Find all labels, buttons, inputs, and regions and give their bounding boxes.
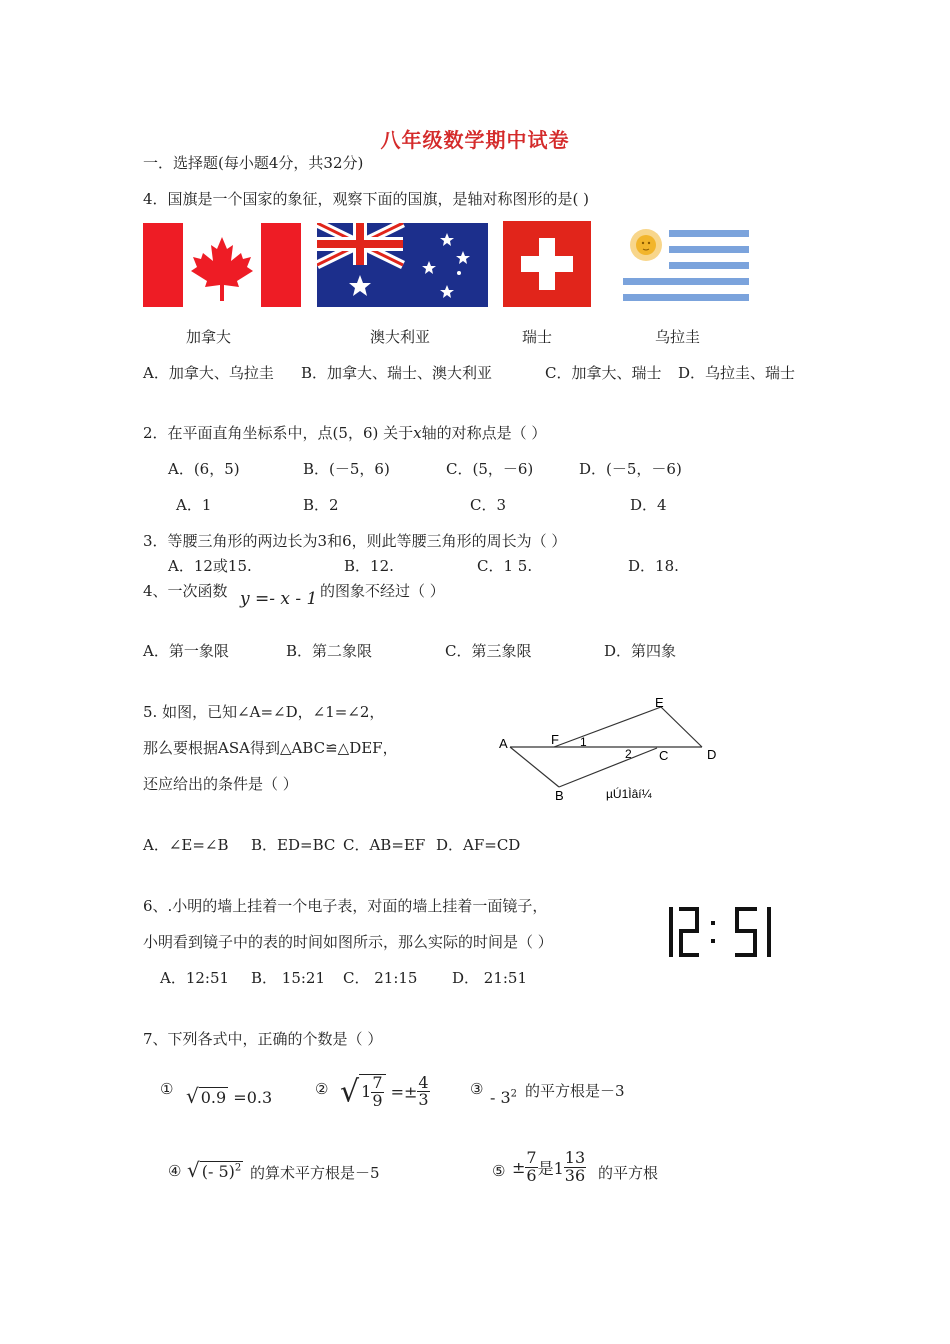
q6-line1: 6、.小明的墙上挂着一个电子表，对面的墙上挂着一面镜子， — [143, 897, 548, 915]
label-e: E — [655, 695, 664, 710]
q5-option-b: B．ED=BC — [251, 836, 336, 854]
q7-item-5-num2: 13 — [564, 1148, 586, 1167]
q7-item-4-expr — [187, 1158, 243, 1182]
flag-label-australia: 澳大利亚 — [370, 328, 431, 346]
australia-flag — [317, 223, 488, 307]
q5-option-d: D．AF=CD — [436, 836, 521, 854]
figure-caption: µÚ1Ìâí¼ — [606, 787, 652, 801]
q7-item-3-expr — [490, 1088, 517, 1107]
q4-option-d: D．第四象 — [604, 642, 677, 660]
q6-option-d: D． 21:51 — [452, 969, 528, 987]
q4-option-c: C．第三象限 — [445, 642, 532, 660]
q7-item-2-den: 9 — [372, 1090, 383, 1110]
q7-item-5-expr — [512, 1150, 586, 1185]
q5-geometry-figure — [494, 690, 724, 805]
q7-item-3-text: 的平方根是－3 — [525, 1082, 625, 1100]
q7-item-3-number: ③ — [470, 1080, 484, 1098]
q2-option-d: D．(－5，－6) — [579, 460, 682, 478]
q5-option-a: A．∠E=∠B — [143, 836, 229, 854]
mirror-clock-digits — [665, 905, 787, 959]
q2-stem-b: 轴的对称点是（ ） — [421, 424, 547, 442]
label-d: D — [707, 747, 717, 762]
q4-stem-b: 的图象不经过（ ） — [320, 582, 445, 600]
q7-item-3-exp: 2 — [510, 1088, 518, 1100]
q7-item-1-expr — [186, 1084, 272, 1108]
q7-item-4-exp: 2 — [234, 1162, 242, 1174]
q2-extra-option-a: A．1 — [176, 496, 212, 514]
flag-label-uruguay: 乌拉圭 — [655, 328, 701, 346]
q5-line3: 还应给出的条件是（ ） — [143, 775, 298, 793]
q1-stem: 4．国旗是一个国家的象征，观察下面的国旗，是轴对称图形的是( ) — [143, 190, 590, 208]
q7-stem: 7、下列各式中，正确的个数是（ ） — [143, 1030, 383, 1048]
q4-stem-a: 4、一次函数 — [143, 582, 228, 600]
q7-item-2-eq: =± — [390, 1082, 418, 1102]
q7-item-5-num: 7 — [526, 1148, 537, 1167]
q7-item-5-pm: ± — [512, 1157, 526, 1177]
q7-item-5-frac2 — [564, 1150, 586, 1185]
label-angle-1: 1 — [580, 735, 587, 749]
q4-option-a: A．第一象限 — [143, 642, 229, 660]
q3-option-c: C．1 5. — [477, 557, 533, 575]
q5-line1: 5. 如图，已知∠A=∠D，∠1=∠2， — [143, 703, 385, 721]
q7-item-4-base: (- 5) — [201, 1162, 235, 1181]
q2-stem-a: 2．在平面直角坐标系中，点(5，6) 关于 — [143, 424, 414, 442]
canada-flag — [143, 223, 301, 307]
q2-stem — [143, 422, 546, 443]
sqrt-symbol: √ — [340, 1074, 360, 1110]
q7-item-2-rhs-den: 3 — [418, 1090, 429, 1110]
q3-stem: 3．等腰三角形的两边长为3和6，则此等腰三角形的周长为（ ） — [143, 532, 567, 550]
q1-option-c: C．加拿大、瑞士 — [545, 364, 662, 382]
label-c: C — [659, 748, 669, 763]
q7-item-5-is: 是1 — [537, 1158, 564, 1178]
page-title: 八年级数学期中试卷 — [380, 128, 570, 152]
q6-option-b: B． 15:21 — [251, 969, 326, 987]
q3-option-a: A．12或15. — [168, 557, 252, 575]
q6-option-c: C． 21:15 — [343, 969, 418, 987]
q7-item-4-number: ④ — [168, 1162, 182, 1180]
q7-item-2-number: ② — [315, 1080, 329, 1098]
label-angle-2: 2 — [625, 747, 632, 761]
q2-extra-option-b: B．2 — [303, 496, 339, 514]
q4-option-b: B．第二象限 — [286, 642, 373, 660]
q6-line2: 小明看到镜子中的表的时间如图所示，那么实际的时间是（ ） — [143, 933, 553, 951]
q7-item-5-number: ⑤ — [492, 1162, 506, 1180]
q2-option-b: B．(－5，6) — [303, 460, 390, 478]
q3-option-d: D．18. — [628, 557, 679, 575]
sqrt-symbol: √ — [187, 1158, 200, 1182]
q7-item-2-rhs-num: 4 — [418, 1072, 429, 1092]
q3-option-b: B．12. — [344, 557, 394, 575]
q6-option-a: A．12:51 — [160, 969, 230, 987]
q7-item-5-den2: 36 — [564, 1165, 586, 1185]
q7-item-2-expr — [340, 1074, 430, 1110]
q7-item-4-text: 的算术平方根是－5 — [250, 1164, 380, 1182]
q2-option-a: A．(6，5) — [168, 460, 240, 478]
q7-item-1-number: ① — [160, 1080, 174, 1098]
q7-item-1-rhs: =0.3 — [233, 1088, 273, 1107]
q1-option-d: D．乌拉圭、瑞士 — [678, 364, 796, 382]
q1-option-b: B．加拿大、瑞士、澳大利亚 — [301, 364, 493, 382]
q5-option-c: C．AB=EF — [343, 836, 426, 854]
q2-option-c: C．(5，－6) — [446, 460, 534, 478]
q1-option-a: A．加拿大、乌拉圭 — [143, 364, 274, 382]
q7-item-2-num: 7 — [372, 1073, 383, 1092]
q7-item-2-whole: 1 — [361, 1081, 372, 1101]
uruguay-flag — [623, 228, 749, 302]
q5-line2: 那么要根据ASA得到△ABC≌△DEF， — [143, 739, 398, 757]
label-f: F — [551, 732, 559, 747]
q7-item-5-den: 6 — [526, 1165, 537, 1185]
q7-item-2-radicand — [359, 1074, 385, 1110]
q2-stem-var: x — [413, 424, 422, 442]
label-a: A — [499, 736, 508, 751]
section-heading: 一．选择题(每小题4分，共32分) — [143, 154, 364, 172]
q7-item-1-radicand: 0.9 — [200, 1088, 227, 1107]
q4-formula: y =- x - 1 — [240, 589, 318, 609]
sqrt-symbol: √ — [186, 1084, 199, 1108]
q7-item-5-frac — [525, 1150, 537, 1185]
q2-extra-option-c: C．3 — [470, 496, 507, 514]
switzerland-flag — [503, 221, 591, 307]
flag-label-canada: 加拿大 — [186, 328, 232, 346]
q7-item-5-text: 的平方根 — [598, 1164, 659, 1182]
flag-label-switzerland: 瑞士 — [522, 328, 553, 346]
q7-item-3-base: - 3 — [490, 1088, 511, 1107]
q7-item-2-frac — [371, 1075, 383, 1110]
label-b: B — [555, 788, 564, 803]
q7-item-4-radicand — [200, 1161, 244, 1181]
q2-extra-option-d: D．4 — [630, 496, 667, 514]
q7-item-2-rhs-frac — [417, 1072, 429, 1110]
